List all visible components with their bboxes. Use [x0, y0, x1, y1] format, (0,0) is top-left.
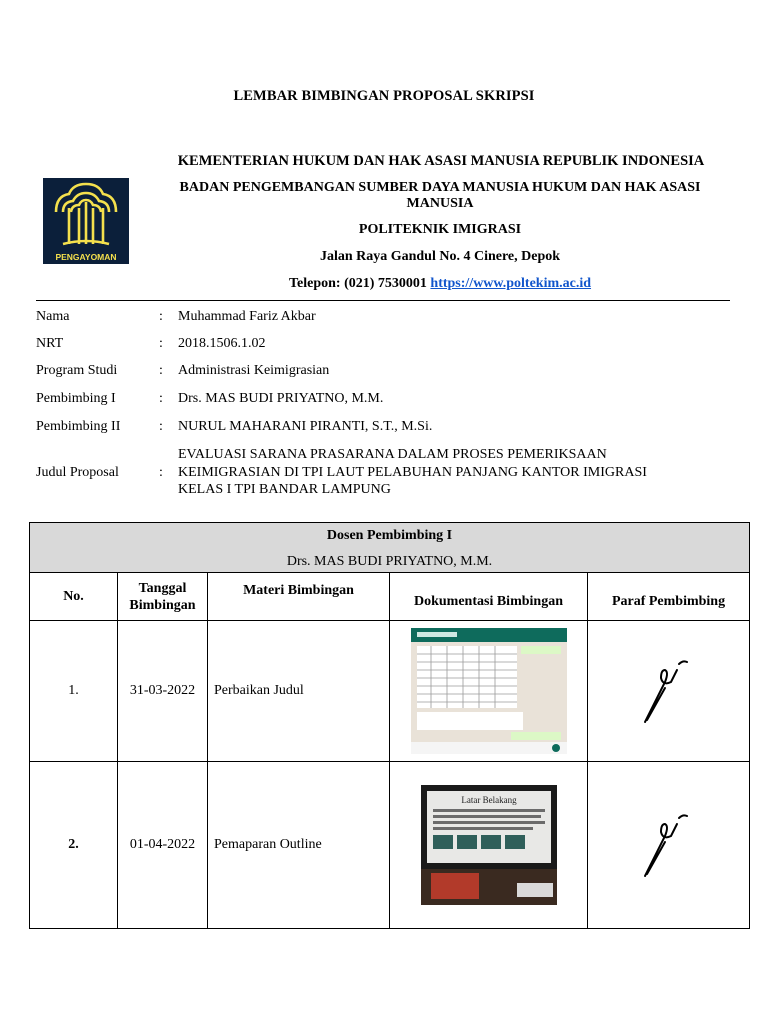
- agency-name: BADAN PENGEMBANGAN SUMBER DAYA MANUSIA HUKUM DAN HAK ASASI MANUSIA: [179, 180, 701, 211]
- info-row-judul-proposal: [36, 446, 736, 500]
- supervisor-band: [30, 523, 750, 573]
- info-label: Nama: [36, 309, 70, 324]
- info-colon: :: [159, 363, 163, 378]
- info-colon: :: [159, 419, 163, 434]
- header-divider: [36, 300, 730, 301]
- ministry-name: KEMENTERIAN HUKUM DAN HAK ASASI MANUSIA REPUBLIK INDONESIA: [177, 153, 705, 169]
- guidance-table: [29, 522, 750, 929]
- info-label: Judul Proposal: [36, 465, 119, 480]
- info-value: Administrasi Keimigrasian: [178, 363, 330, 378]
- col-header-date-line: Bimbingan: [129, 597, 196, 613]
- info-value: Drs. MAS BUDI PRIYATNO, M.M.: [178, 391, 384, 406]
- info-label: NRT: [36, 336, 64, 351]
- col-header-date-line: Tanggal: [138, 580, 187, 596]
- info-label: Pembimbing I: [36, 391, 116, 406]
- row-no: 1.: [30, 621, 118, 762]
- video-call-photo-icon: [421, 785, 557, 905]
- row-signature: [588, 621, 750, 762]
- row-date: 31-03-2022: [118, 621, 208, 762]
- row-documentation: [390, 762, 588, 929]
- slide-caption: Latar Belakang: [460, 795, 517, 805]
- supervisor-band-cell: [30, 523, 750, 573]
- school-name: POLITEKNIK IMIGRASI: [358, 222, 522, 237]
- supervisor-band-name: Drs. MAS BUDI PRIYATNO, M.M.: [286, 553, 493, 569]
- supervisor-band-title: Dosen Pembimbing I: [326, 527, 453, 543]
- info-colon: :: [159, 336, 163, 351]
- col-header-no: No.: [30, 573, 118, 621]
- row-no: 2.: [30, 762, 118, 929]
- col-header-signature: Paraf Pembimbing: [588, 573, 750, 621]
- row-material: Perbaikan Judul: [208, 621, 390, 762]
- row-date: 01-04-2022: [118, 762, 208, 929]
- row-material: Pemaparan Outline: [208, 762, 390, 929]
- row-documentation: [390, 621, 588, 762]
- pengayoman-tree-icon: [43, 178, 129, 264]
- website-link[interactable]: https://www.poltekim.ac.id: [430, 276, 592, 291]
- info-colon: :: [159, 465, 163, 480]
- phone-text: Telepon: (021) 7530001: [288, 276, 427, 291]
- info-label: Program Studi: [36, 363, 118, 378]
- signature-icon: [639, 810, 699, 880]
- col-header-material: Materi Bimbingan: [208, 573, 390, 621]
- proposal-title: [178, 446, 728, 499]
- info-colon: :: [159, 309, 163, 324]
- table-row: [30, 762, 750, 929]
- institution-logo: [43, 178, 129, 264]
- table-header-row: [30, 573, 750, 621]
- document-title: LEMBAR BIMBINGAN PROPOSAL SKRIPSI: [233, 88, 535, 104]
- proposal-title-line: KEIMIGRASIAN DI TPI LAUT PELABUHAN PANJANG KANTOR IMIGRASI: [178, 464, 647, 480]
- info-colon: :: [159, 391, 163, 406]
- logo-caption: PENGAYOMAN: [55, 252, 117, 262]
- proposal-title-line: EVALUASI SARANA PRASARANA DALAM PROSES PEMERIKSAAN: [178, 447, 607, 462]
- info-value: NURUL MAHARANI PIRANTI, S.T., M.Si.: [178, 419, 433, 434]
- info-value: 2018.1506.1.02: [178, 336, 266, 351]
- col-header-date: [118, 573, 208, 621]
- address-line: Jalan Raya Gandul No. 4 Cinere, Depok: [319, 249, 561, 264]
- contact-line: [150, 276, 730, 292]
- proposal-title-line: KELAS I TPI BANDAR LAMPUNG: [178, 482, 391, 497]
- table-row: [30, 621, 750, 762]
- info-value: Muhammad Fariz Akbar: [178, 309, 316, 324]
- info-label: Pembimbing II: [36, 419, 121, 434]
- row-signature: [588, 762, 750, 929]
- signature-icon: [639, 656, 699, 726]
- col-header-documentation: Dokumentasi Bimbingan: [390, 573, 588, 621]
- chat-screenshot-icon: [411, 628, 567, 754]
